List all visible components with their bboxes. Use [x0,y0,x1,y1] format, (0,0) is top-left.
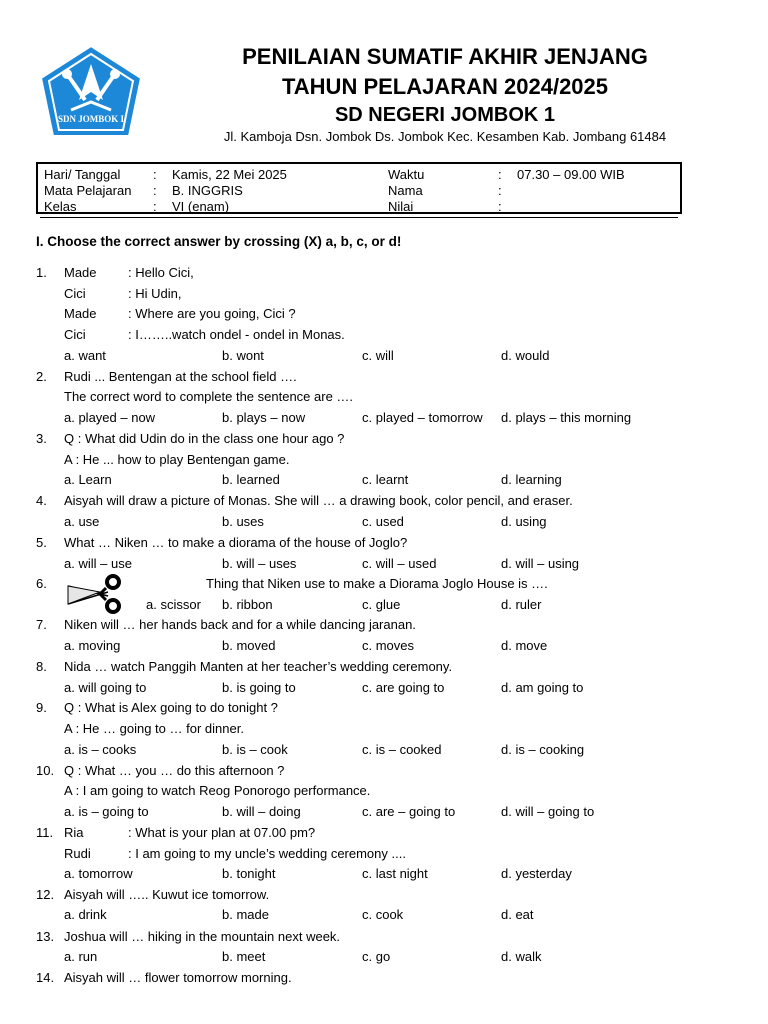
score-label: Nilai [388,199,414,214]
option-d[interactable]: d. move [501,638,548,653]
time-label: Waktu [388,167,425,182]
option-a[interactable]: a. want [64,348,106,363]
dialog-text: : I am going to my uncle’s wedding ceremony .... [128,846,406,861]
question-number: 12. [36,887,55,902]
option-c[interactable]: c. is – cooked [362,742,442,757]
school-year: TAHUN PELAJARAN 2024/2025 [281,74,609,99]
option-a[interactable]: a. moving [64,638,121,653]
question-number: 6. [36,576,47,591]
school-name: SD NEGERI JOMBOK 1 [334,104,556,126]
option-b[interactable]: b. will – doing [222,804,301,819]
day-label: Hari/ Tanggal [44,167,121,182]
option-c[interactable]: c. cook [362,907,404,922]
question-text: A : He ... how to play Bentengan game. [64,452,290,467]
option-b[interactable]: b. wont [222,348,264,363]
question-number: 8. [36,659,47,674]
dialog-text: : Hi Udin, [128,286,182,301]
option-a[interactable]: a. use [64,514,100,529]
option-c[interactable]: c. will – used [362,556,437,571]
colon: : [153,167,157,182]
speaker: Cici [64,327,86,342]
question-number: 10. [36,763,55,778]
class-label: Kelas [44,199,77,214]
question-text: Joshua will … hiking in the mountain next week. [64,929,341,944]
option-d[interactable]: d. am going to [501,680,584,695]
speaker: Rudi [64,846,91,861]
exam-title: PENILAIAN SUMATIF AKHIR JENJANG [242,44,648,69]
question-text: A : I am going to watch Reog Ponorogo performance. [64,783,371,798]
question-number: 14. [36,970,55,985]
option-b[interactable]: b. ribbon [222,597,273,612]
option-d[interactable]: d. is – cooking [501,742,585,757]
question-text: Q : What is Alex going to do tonight ? [64,700,278,715]
option-d[interactable]: d. plays – this morning [501,410,632,425]
question-number: 4. [36,493,47,508]
option-d[interactable]: d. would [501,348,550,363]
dialog-text: : What is your plan at 07.00 pm? [128,825,316,840]
svg-text:SDN JOMBOK I: SDN JOMBOK I [57,114,125,124]
speaker: Made [64,306,97,321]
question-text: Aisyah will ….. Kuwut ice tomorrow. [64,887,270,902]
question-number: 2. [36,369,47,384]
option-c[interactable]: c. are – going to [362,804,456,819]
name-label: Nama [388,183,423,198]
option-d[interactable]: d. ruler [501,597,542,612]
question-text: Rudi ... Bentengan at the school field …. [64,369,297,384]
question-text: What … Niken … to make a diorama of the house of Joglo? [64,535,408,550]
option-d[interactable]: d. yesterday [501,866,572,881]
option-a[interactable]: a. tomorrow [64,866,133,881]
colon: : [498,199,502,214]
speaker: Ria [64,825,84,840]
option-b[interactable]: b. meet [222,949,266,964]
class-value: VI (enam) [172,199,230,214]
question-number: 1. [36,265,47,280]
option-c[interactable]: c. will [362,348,394,363]
question-number: 3. [36,431,47,446]
option-b[interactable]: b. learned [222,472,280,487]
question-text: Aisyah will … flower tomorrow morning. [64,970,292,985]
colon: : [498,183,502,198]
option-b[interactable]: b. made [222,907,269,922]
option-d[interactable]: d. eat [501,907,534,922]
time-value: 07.30 – 09.00 WIB [517,167,625,182]
question-text: Q : What … you … do this afternoon ? [64,763,285,778]
day-value: Kamis, 22 Mei 2025 [172,167,287,182]
option-c[interactable]: c. learnt [362,472,409,487]
option-d[interactable]: d. walk [501,949,542,964]
dialog-text: : I……..watch ondel - ondel in Monas. [128,327,345,342]
option-c[interactable]: c. are going to [362,680,445,695]
question-text: A : He … going to … for dinner. [64,721,244,736]
question-number: 13. [36,929,55,944]
question-number: 9. [36,700,47,715]
option-d[interactable]: d. using [501,514,547,529]
school-address: Jl. Kamboja Dsn. Jombok Ds. Jombok Kec. Kesamben Kab. Jombang 61484 [223,129,667,144]
question-text: Nida … watch Panggih Manten at her teacher’s wedding ceremony. [64,659,453,674]
option-c[interactable]: c. moves [362,638,415,653]
option-a[interactable]: a. is – cooks [64,742,137,757]
option-c[interactable]: c. used [362,514,404,529]
speaker: Cici [64,286,86,301]
option-b[interactable]: b. plays – now [222,410,306,425]
option-a[interactable]: a. scissor [146,597,201,612]
option-b[interactable]: b. uses [222,514,264,529]
option-b[interactable]: b. will – uses [222,556,297,571]
option-c[interactable]: c. played – tomorrow [362,410,483,425]
option-c[interactable]: c. glue [362,597,401,612]
option-a[interactable]: a. played – now [64,410,156,425]
option-a[interactable]: a. will – use [64,556,132,571]
subject-value: B. INGGRIS [172,183,243,198]
option-b[interactable]: b. is going to [222,680,296,695]
speaker: Made [64,265,97,280]
option-c[interactable]: c. last night [362,866,428,881]
colon: : [153,199,157,214]
question-number: 7. [36,617,47,632]
question-text: Thing that Niken use to make a Diorama Joglo House is …. [206,576,548,591]
option-a[interactable]: a. is – going to [64,804,149,819]
option-b[interactable]: b. is – cook [222,742,288,757]
section-instruction: I. Choose the correct answer by crossing (X) a, b, c, or d! [36,234,402,249]
option-a[interactable]: a. drink [64,907,107,922]
option-b[interactable]: b. tonight [222,866,276,881]
option-a[interactable]: a. run [64,949,98,964]
dialog-text: : Hello Cici, [128,265,194,280]
option-d[interactable]: d. will – going to [501,804,595,819]
subject-label: Mata Pelajaran [44,183,132,198]
dialog-text: : Where are you going, Cici ? [128,306,296,321]
question-text: Niken will … her hands back and for a while dancing jaranan. [64,617,416,632]
colon: : [498,167,502,182]
option-a[interactable]: a. Learn [64,472,112,487]
option-d[interactable]: d. learning [501,472,562,487]
option-c[interactable]: c. go [362,949,391,964]
question-number: 11. [36,825,54,840]
school-logo [37,44,145,144]
option-a[interactable]: a. will going to [64,680,147,695]
question-text: The correct word to complete the sentence are …. [64,389,354,404]
question-number: 5. [36,535,47,550]
question-text: Q : What did Udin do in the class one hour ago ? [64,431,345,446]
scissors-icon [66,574,124,614]
exam-info-box [36,162,682,214]
option-d[interactable]: d. will – using [501,556,580,571]
colon: : [153,183,157,198]
option-b[interactable]: b. moved [222,638,276,653]
question-text: Aisyah will draw a picture of Monas. She will … a drawing book, color pencil, and eraser. [64,493,573,508]
